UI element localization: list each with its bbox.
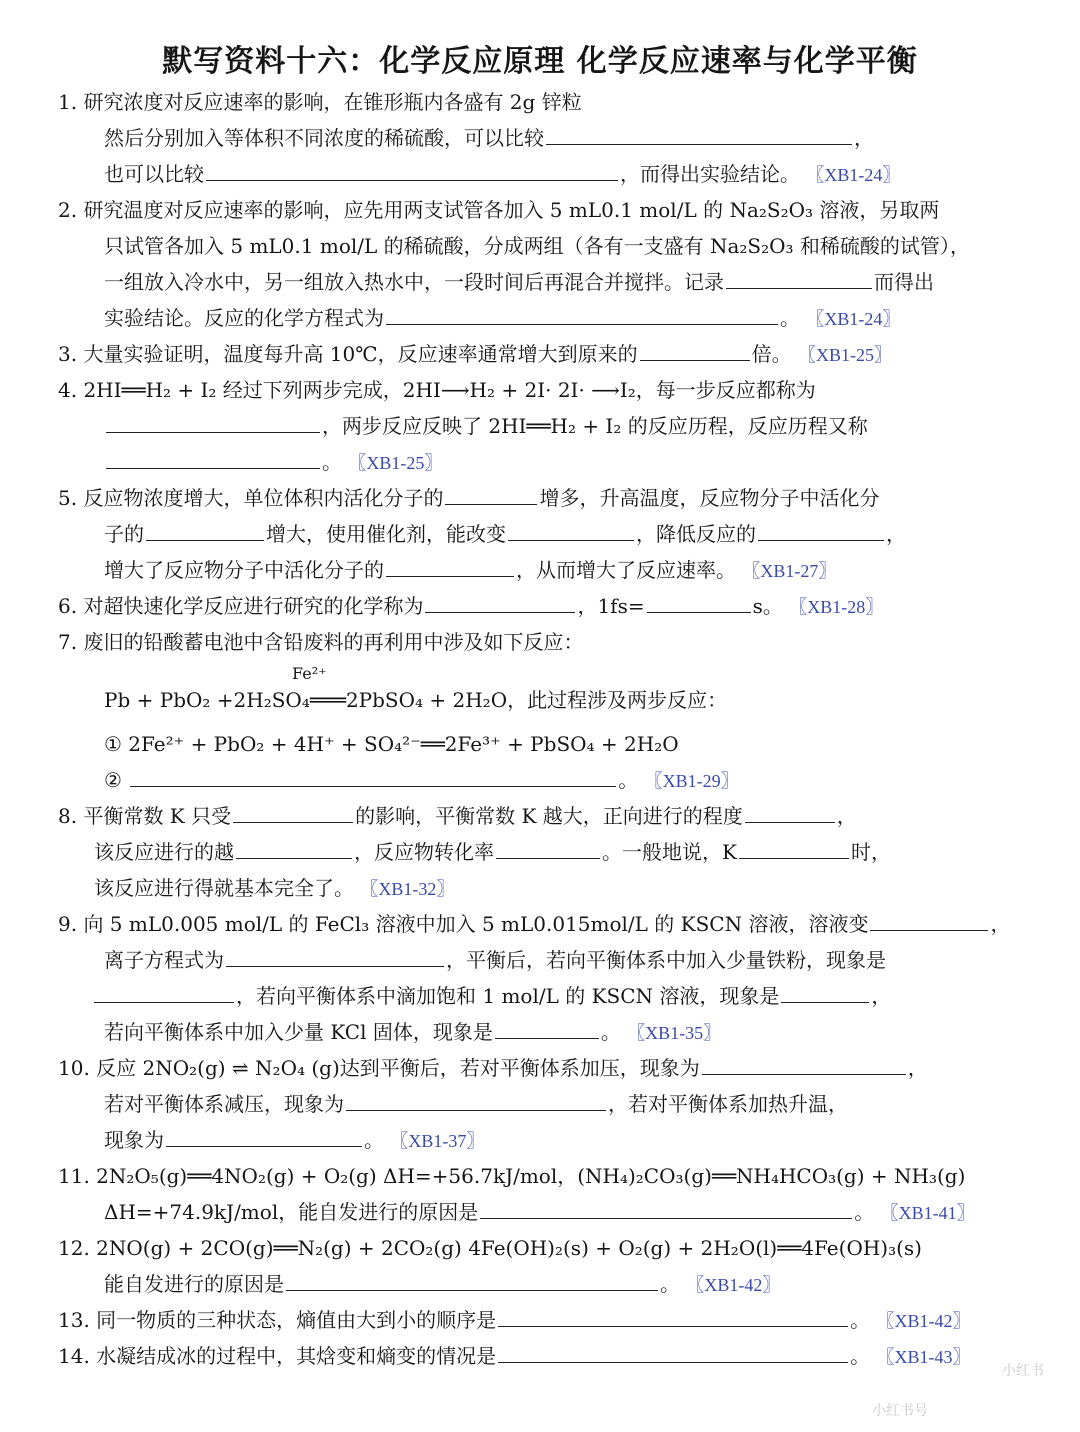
q8-text2c: 。一般地说，K	[602, 840, 737, 864]
q7-catalyst: Fe²⁺	[292, 664, 327, 683]
q8-line3	[94, 870, 454, 907]
q6-tag: 〖XB1-28〗	[789, 597, 884, 617]
q10-blank2[interactable]	[346, 1088, 606, 1111]
q8-text1b: 的影响，平衡常数 K 越大，正向进行的程度	[355, 804, 743, 828]
q8-text2-end: 时，	[850, 840, 891, 864]
q10-line1	[58, 1050, 928, 1086]
q14-text1-end: 。	[850, 1344, 871, 1368]
q7-tag: 〖XB1-29〗	[644, 771, 739, 791]
q5-text3: 增大了反应物分子中活化分子的	[104, 558, 384, 582]
q1-line3	[104, 156, 900, 193]
q7-step2-line	[104, 762, 739, 799]
q4-text2-end: ，两步反应反映了 2HI══H₂ + I₂ 的反应历程，反应历程又称	[322, 414, 868, 438]
q3-text1-end: 倍。	[751, 342, 792, 366]
q1-text2: 然后分别加入等体积不同浓度的稀硫酸，可以比较	[104, 126, 544, 150]
q10-text1: 反应 2NO₂(g) ⇌ N₂O₄ (g)达到平衡后，若对平衡体系加压，现象为	[96, 1056, 700, 1080]
q8-blank1[interactable]	[233, 800, 353, 823]
q11-number: 11.	[58, 1164, 90, 1188]
q2-text2: 只试管各加入 5 mL0.1 mol/L 的稀硫酸，分成两组（各有一支盛有 Na₂S₂O₃ 和稀硫酸的试管），	[104, 234, 970, 258]
q6-line1	[58, 588, 883, 625]
q10-blank1[interactable]	[702, 1052, 906, 1075]
q1-text2-end: ，	[854, 126, 874, 150]
q8-blank5[interactable]	[739, 836, 849, 859]
q1-number: 1.	[58, 90, 78, 114]
q5-blank4[interactable]	[758, 518, 884, 541]
q2-tag: 〖XB1-24〗	[806, 309, 901, 329]
q2-text3: 一组放入冷水中，另一组放入热水中，一段时间后再混合并搅拌。记录	[104, 270, 724, 294]
q11-text2: ΔH=+74.9kJ/mol，能自发进行的原因是	[104, 1200, 479, 1224]
q6-text1: 对超快速化学反应进行研究的化学称为	[83, 594, 424, 618]
q12-line2	[104, 1266, 780, 1303]
q13-blank1[interactable]	[498, 1304, 848, 1327]
q3-tag: 〖XB1-25〗	[798, 345, 892, 365]
q13-text1-end: 。	[850, 1308, 871, 1332]
q2-text1: 研究温度对反应速率的影响，应先用两支试管各加入 5 mL0.1 mol/L 的 Na₂S₂O₃ 溶液，另取两	[83, 198, 940, 222]
q9-line1	[58, 906, 1010, 942]
q8-text3: 该反应进行得就基本完全了。	[94, 876, 354, 900]
q5-text2c: ，降低反应的	[636, 522, 756, 546]
q2-number: 2.	[58, 198, 78, 222]
q8-text2: 该反应进行的越	[94, 840, 234, 864]
q11-text1: 2N₂O₅(g)══4NO₂(g) + O₂(g) ΔH=+56.7kJ/mol，(NH₄)₂CO₃(g)══NH₄HCO₃(g) + NH₃(g)	[96, 1164, 966, 1188]
q5-number: 5.	[58, 486, 78, 510]
q7-line1	[58, 624, 583, 660]
q2-line2	[104, 228, 970, 264]
q11-line1	[58, 1158, 965, 1194]
q10-line2	[104, 1086, 848, 1122]
q8-tag: 〖XB1-32〗	[360, 879, 455, 899]
q1-text3-end: ，而得出实验结论。	[620, 162, 800, 186]
q12-text2-end: 。	[660, 1272, 680, 1296]
q10-text3-end: 。	[364, 1128, 384, 1152]
q1-line1	[58, 84, 582, 120]
q12-line1	[58, 1230, 922, 1266]
q5-line1	[58, 480, 879, 516]
q5-tag: 〖XB1-27〗	[742, 561, 837, 581]
q9-blank1[interactable]	[870, 908, 988, 931]
q4-blank2[interactable]	[106, 446, 320, 469]
q2-text4-end: 。	[780, 306, 800, 330]
q8-line2	[94, 834, 891, 870]
q5-text1b: 增多，升高温度，反应物分子中活化分	[539, 486, 880, 510]
q14-number: 14.	[58, 1344, 90, 1368]
q9-tag: 〖XB1-35〗	[627, 1023, 722, 1043]
q7-step1: ① 2Fe²⁺ + PbO₂ + 4H⁺ + SO₄²⁻══2Fe³⁺ + PbSO₄ + 2H₂O	[104, 732, 679, 756]
q11-line2	[104, 1194, 975, 1231]
q9-blank2[interactable]	[226, 944, 444, 967]
q5-line3	[104, 552, 836, 589]
q2-line4	[104, 300, 900, 337]
q9-blank4[interactable]	[781, 980, 869, 1003]
q6-text1b: ，1fs=	[577, 594, 645, 618]
q4-line3	[104, 444, 442, 481]
q11-tag: 〖XB1-41〗	[880, 1203, 975, 1223]
q4-tag: 〖XB1-25〗	[348, 453, 443, 473]
q9-text3-end: ，	[871, 984, 892, 1008]
q3-text1: 大量实验证明，温度每升高 10℃，反应速率通常增大到原来的	[83, 342, 638, 366]
q2-blank2[interactable]	[386, 302, 778, 325]
q6-blank2[interactable]	[647, 590, 751, 613]
q6-blank1[interactable]	[425, 590, 575, 613]
q2-blank1[interactable]	[726, 266, 872, 289]
q1-text1: 研究浓度对反应速率的影响，在锥形瓶内各盛有 2g 锌粒	[83, 90, 582, 114]
q10-text2: 若对平衡体系减压，现象为	[104, 1092, 344, 1116]
q10-text3: 现象为	[104, 1128, 164, 1152]
q10-tag: 〖XB1-37〗	[390, 1131, 485, 1151]
q9-blank3[interactable]	[94, 980, 234, 1003]
q4-blank1[interactable]	[106, 410, 320, 433]
q14-line1	[58, 1338, 971, 1375]
q9-text3b: ，若向平衡体系中滴加饱和 1 mol/L 的 KSCN 溶液，现象是	[236, 984, 780, 1008]
q10-blank3[interactable]	[166, 1124, 362, 1147]
q5-line2	[104, 516, 906, 552]
q8-text2b: ，反应物转化率	[354, 840, 494, 864]
q10-line3	[104, 1122, 484, 1159]
q9-text4: 若向平衡体系中加入少量 KCl 固体，现象是	[104, 1020, 493, 1044]
q8-blank4[interactable]	[496, 836, 600, 859]
q9-number: 9.	[58, 912, 78, 936]
q2-text4: 实验结论。反应的化学方程式为	[104, 306, 384, 330]
q4-number: 4.	[58, 378, 78, 402]
q1-blank2[interactable]	[206, 158, 618, 181]
q5-blank2[interactable]	[146, 518, 264, 541]
q3-blank1[interactable]	[640, 338, 750, 361]
q10-text2-end: ，若对平衡体系加热升温，	[608, 1092, 848, 1116]
q13-line1	[58, 1302, 971, 1339]
q13-text1: 同一物质的三种状态，熵值由大到小的顺序是	[96, 1308, 497, 1332]
q11-blank1[interactable]	[480, 1196, 852, 1219]
q7-equation: Pb + PbO₂ +2H₂SO₄═══2PbSO₄ + 2H₂O，此过程涉及两步反应：	[104, 688, 728, 712]
watermark-logo: 小红书	[1002, 1362, 1044, 1378]
q8-line1	[58, 798, 857, 834]
q6-text1-end: s。	[752, 594, 783, 618]
q12-tag: 〖XB1-42〗	[686, 1275, 781, 1295]
q12-text2: 能自发进行的原因是	[104, 1272, 284, 1296]
q2-line3	[104, 264, 934, 300]
q1-text3: 也可以比较	[104, 162, 204, 186]
q8-number: 8.	[58, 804, 78, 828]
q4-text1: 2HI══H₂ + I₂ 经过下列两步完成，2HI⟶H₂ + 2I· 2I· ⟶I₂，每一步反应都称为	[83, 378, 816, 402]
q9-text1-end: ，	[990, 912, 1011, 936]
q7-blank1[interactable]	[130, 764, 616, 787]
q12-number: 12.	[58, 1236, 90, 1260]
q4-line1	[58, 372, 816, 408]
q14-text1: 水凝结成冰的过程中，其焓变和熵变的情况是	[96, 1344, 497, 1368]
q13-tag: 〖XB1-42〗	[876, 1311, 971, 1331]
q9-text2-end: ，平衡后，若向平衡体系中加入少量铁粉，现象是	[446, 948, 886, 972]
q1-tag: 〖XB1-24〗	[806, 165, 901, 185]
q11-text2-end: 。	[854, 1200, 875, 1224]
q5-blank3[interactable]	[508, 518, 634, 541]
q14-blank1[interactable]	[498, 1340, 848, 1363]
q2-text3-end: 而得出	[874, 270, 934, 294]
q9-text4-end: 。	[600, 1020, 621, 1044]
q7-step2-end: 。	[618, 768, 639, 792]
q9-text1: 向 5 mL0.005 mol/L 的 FeCl₃ 溶液中加入 5 mL0.015mol/L 的 KSCN 溶液，溶液变	[83, 912, 869, 936]
q10-text1-end: ，	[907, 1056, 928, 1080]
q7-step2-label: ②	[104, 768, 122, 792]
q5-blank1[interactable]	[445, 482, 537, 505]
q5-text2: 子的	[104, 522, 144, 546]
q9-blank5[interactable]	[495, 1016, 599, 1039]
q2-line1	[58, 192, 939, 228]
q7-number: 7.	[58, 630, 78, 654]
q10-number: 10.	[58, 1056, 90, 1080]
q9-line4	[104, 1014, 721, 1051]
q14-tag: 〖XB1-43〗	[876, 1347, 971, 1367]
q1-blank1[interactable]	[546, 122, 852, 145]
q1-line2	[104, 120, 874, 156]
page-title: 默写资料十六：化学反应原理 化学反应速率与化学平衡	[162, 44, 918, 79]
q4-line2	[104, 408, 868, 444]
q8-text1: 平衡常数 K 只受	[83, 804, 232, 828]
q8-blank2[interactable]	[745, 800, 835, 823]
q5-text2-end: ，	[886, 522, 906, 546]
q6-number: 6.	[58, 594, 78, 618]
q5-text3-end: ，从而增大了反应速率。	[516, 558, 736, 582]
watermark-id: 小红书号	[872, 1402, 928, 1418]
q9-text2: 离子方程式为	[104, 948, 224, 972]
q12-blank1[interactable]	[286, 1268, 658, 1291]
q3-number: 3.	[58, 342, 78, 366]
q5-blank5[interactable]	[386, 554, 514, 577]
q9-line3	[92, 978, 891, 1014]
q9-line2	[104, 942, 886, 978]
q4-text3-end: 。	[322, 450, 342, 474]
q12-text1: 2NO(g) + 2CO(g)══N₂(g) + 2CO₂(g) 4Fe(OH)₂(s) + O₂(g) + 2H₂O(l)══4Fe(OH)₃(s)	[96, 1236, 922, 1260]
q7-text1: 废旧的铅酸蓄电池中含铅废料的再利用中涉及如下反应：	[83, 630, 584, 654]
q8-text1-end: ，	[836, 804, 857, 828]
q13-number: 13.	[58, 1308, 90, 1332]
q3-line1	[58, 336, 892, 373]
q5-text1: 反应物浓度增大，单位体积内活化分子的	[83, 486, 444, 510]
q5-text2b: 增大，使用催化剂，能改变	[266, 522, 506, 546]
q8-blank3[interactable]	[236, 836, 352, 859]
